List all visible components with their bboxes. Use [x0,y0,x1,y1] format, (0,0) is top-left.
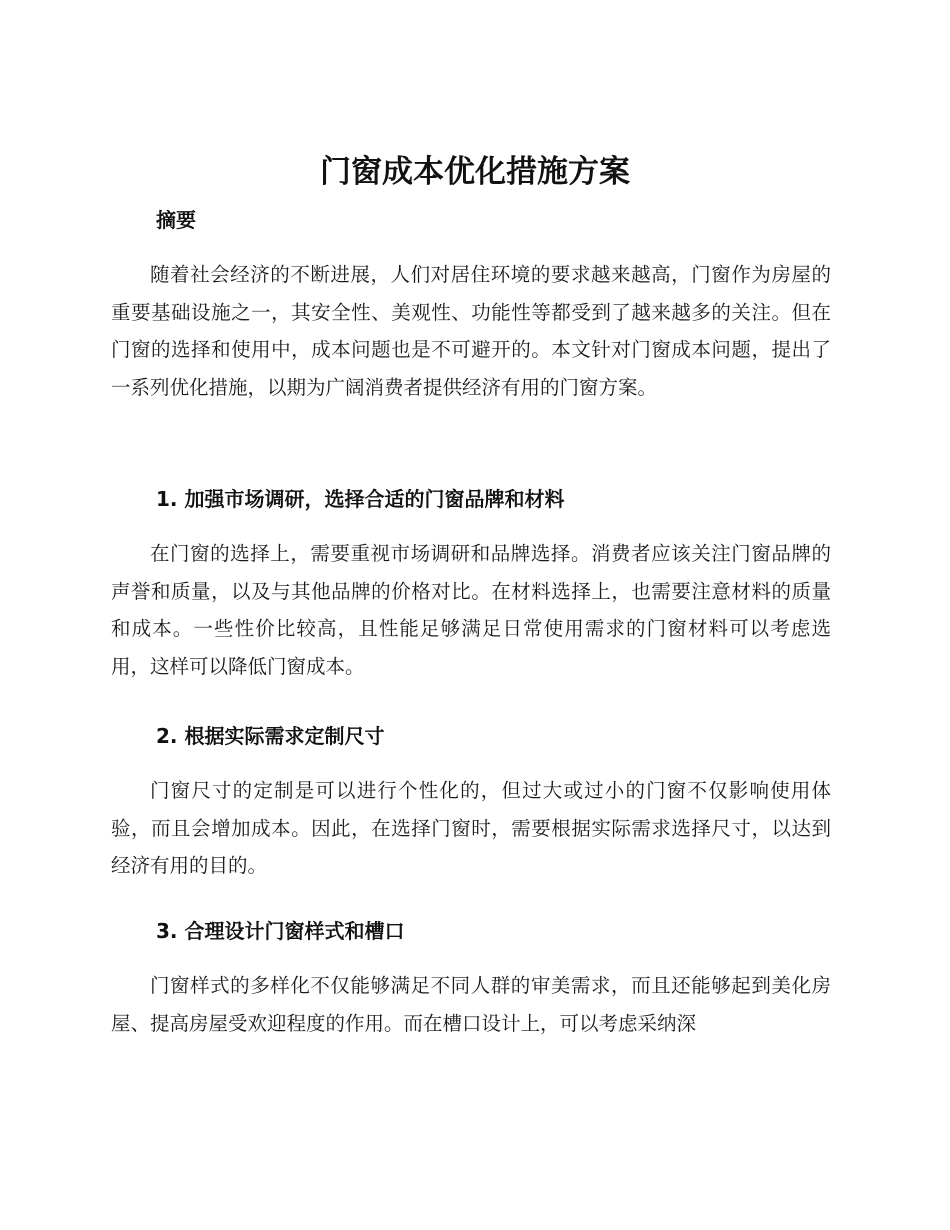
section-1-paragraph: 在门窗的选择上，需要重视市场调研和品牌选择。消费者应该关注门窗品牌的声誉和质量，以及与其他品牌的价格对比。在材料选择上，也需要注意材料的质量和成本。一些性价比较高，且性能足够满足日常使用需求的门窗材料可以考虑选用，这样可以降低门窗成本。 [111,542,831,678]
section-2-heading: 2. 根据实际需求定制尺寸 [156,724,385,748]
section-2-paragraph: 门窗尺寸的定制是可以进行个性化的，但过大或过小的门窗不仅影响使用体验，而且会增加成本。因此，在选择门窗时，需要根据实际需求选择尺寸，以达到经济有用的目的。 [111,779,831,877]
section-3-paragraph: 门窗样式的多样化不仅能够满足不同人群的审美需求，而且还能够起到美化房屋、提高房屋受欢迎程度的作用。而在槽口设计上，可以考虑采纳深 [111,974,831,1035]
document-title: 门窗成本优化措施方案 [320,154,630,190]
section-3-heading: 3. 合理设计门窗样式和槽口 [156,919,405,943]
section-1-heading: 1. 加强市场调研，选择合适的门窗品牌和材料 [156,487,565,511]
abstract-heading: 摘要 [156,208,196,232]
abstract-paragraph: 随着社会经济的不断进展，人们对居住环境的要求越来越高，门窗作为房屋的重要基础设施之一，其安全性、美观性、功能性等都受到了越来越多的关注。但在门窗的选择和使用中，成本问题也是不可避开的。本文针对门窗成本问题，提出了一系列优化措施，以期为广阔消费者提供经济有用的门窗方案。 [111,263,831,399]
